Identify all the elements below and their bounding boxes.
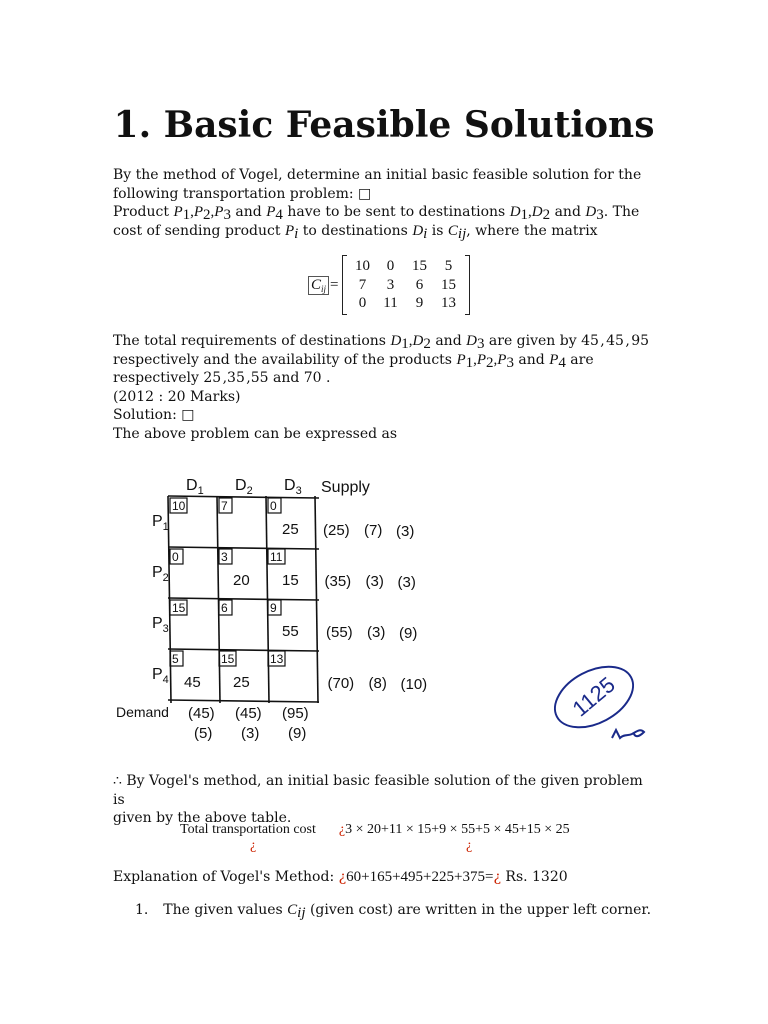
matrix-grid [347,257,465,313]
intro-line-2: following transportation problem: □ [113,185,372,202]
requirements-line-1: The total requirements of destinations $D_1,D_2$ and $D_3$ are given by 45 , 45 , 95 [113,333,650,352]
matrix-cell: 9 [415,295,424,312]
glyph-marker: ¿ [338,822,346,837]
cost-value: 0 [270,499,277,513]
cost-value: 13 [270,652,284,666]
matrix-cell: 15 [441,276,456,293]
conclusion-paragraph [113,772,653,828]
glyph-marker: ¿ [493,869,501,885]
demand-value: (45) [235,705,262,722]
row-penalty-1: (8) [368,675,387,692]
requirements-line-3: respectively 25 ,35 ,55 and 70 . [113,370,331,386]
intro-paragraph [113,166,653,240]
row-penalty-2: (3) [397,574,416,591]
matrix-cell: 0 [358,295,367,312]
row-penalty-1: (3) [365,573,384,590]
demand-value: (45) [188,705,215,722]
transportation-table [112,470,660,750]
row-penalty-2: (10) [400,676,428,693]
table-grid-line [168,547,319,549]
column-penalty: (9) [288,725,307,742]
intro-line-3: Product $P_1,P_2,P_3$ and $P_4$ have to be sent to destinations $D_1,D_2$ and $D_3$. The [113,204,640,223]
cost-value: 15 [221,652,235,666]
table-grid-line [168,700,319,702]
handwritten-note: 1125 [567,671,620,722]
cost-value: 10 [172,499,186,513]
cost-value: 3 [221,550,228,564]
column-header-d3: $D_3$ [284,477,302,497]
intro-line-1: By the method of Vogel, determine an initial basic feasible solution for the [113,167,642,183]
expressed-line: The above problem can be expressed as [113,425,398,442]
cost-value: 15 [172,601,186,615]
cost-value: 6 [221,601,228,615]
matrix-cell: 3 [386,276,395,293]
total-cost-line [180,822,570,838]
supply-value: (25) [323,522,350,539]
column-header-d2: $D_2$ [235,477,253,497]
column-penalty: (3) [241,725,260,742]
solution-line: Solution: □ [113,407,195,423]
row-penalty-2: (9) [399,625,418,642]
row-header-p2: $P_2$ [152,564,169,584]
matrix-cell: 0 [386,258,395,275]
matrix-cell: 5 [444,258,453,275]
allocation-value: 55 [282,623,299,640]
glyph-marker: ¿ [338,869,347,885]
conclusion-line-2: given by the above table. [113,810,292,826]
matrix-cell: 6 [415,276,424,293]
supply-value: (70) [327,675,355,692]
matrix-cell: 10 [355,258,370,275]
explanation-result: Rs. 1320 [500,869,568,885]
row-penalty-1: (3) [367,624,386,641]
allocation-value: 25 [233,674,250,691]
row-penalty-2: (3) [396,523,415,540]
total-cost-expression: 3 × 20+11 × 15+9 × 55+5 × 45+15 × 25 [345,822,570,837]
matrix-cell: 13 [441,295,456,312]
cost-value: 5 [172,652,179,666]
cost-value: 9 [270,601,277,615]
page-title: 1. Basic Feasible Solutions [113,104,655,146]
row-header-p4: $P_4$ [152,666,169,686]
explanation-sum: 60+165+495+225+375= [346,869,494,885]
row-penalty-1: (7) [364,522,383,539]
total-cost-label: Total transportation cost [180,822,316,837]
step-1-item: 1. The given values $C_{ij}$ (given cost) are written in the upper left corner. [135,902,652,921]
step-1-number: 1. [135,902,149,918]
row-header-p1: $P_1$ [152,513,169,533]
requirements-paragraph [113,332,653,443]
demand-value: (95) [282,705,309,722]
matrix-right-bracket [465,255,470,315]
allocation-value: 45 [184,674,201,691]
demand-header: Demand [116,704,169,720]
marks-line: (2012 : 20 Marks) [113,388,241,405]
table-grid-line [168,649,319,651]
matrix-label: $C_{ij}$ [308,276,329,295]
cost-value: 7 [221,499,228,513]
allocation-value: 15 [282,572,299,589]
matrix-cell: 7 [358,276,367,293]
matrix-cell: 11 [383,295,398,312]
cost-value: 0 [172,550,179,564]
conclusion-line-1: ∴ By Vogel's method, an initial basic feasible solution of the given problem is [113,773,643,808]
glyph-marker: ¿ [466,838,473,853]
table-grid-line [168,598,319,600]
supply-value: (35) [324,573,352,590]
row-header-p3: $P_3$ [152,615,169,635]
supply-header: Supply [321,479,370,496]
allocation-value: 25 [282,521,299,538]
requirements-line-2: respectively and the availability of the products $P_1,P_2,P_3$ and $P_4$ are [113,351,594,371]
intro-line-4: cost of sending product $P_i$ to destinations $D_i$ is $C_{ij}$, where the matrix [113,222,598,242]
glyph-marker: ¿ [250,838,257,853]
cost-matrix: $C_{ij}$ = 10 0 15 5 7 3 6 15 0 11 9 13 [308,256,470,314]
column-header-d1: $D_1$ [186,477,204,497]
explanation-line [113,869,568,886]
supply-value: (55) [326,624,353,641]
column-penalty: (5) [194,725,213,742]
matrix-cell: 15 [412,258,427,275]
allocation-value: 20 [233,572,250,589]
cost-value: 11 [270,550,283,564]
explanation-label: Explanation of Vogel's Method: [113,869,339,885]
